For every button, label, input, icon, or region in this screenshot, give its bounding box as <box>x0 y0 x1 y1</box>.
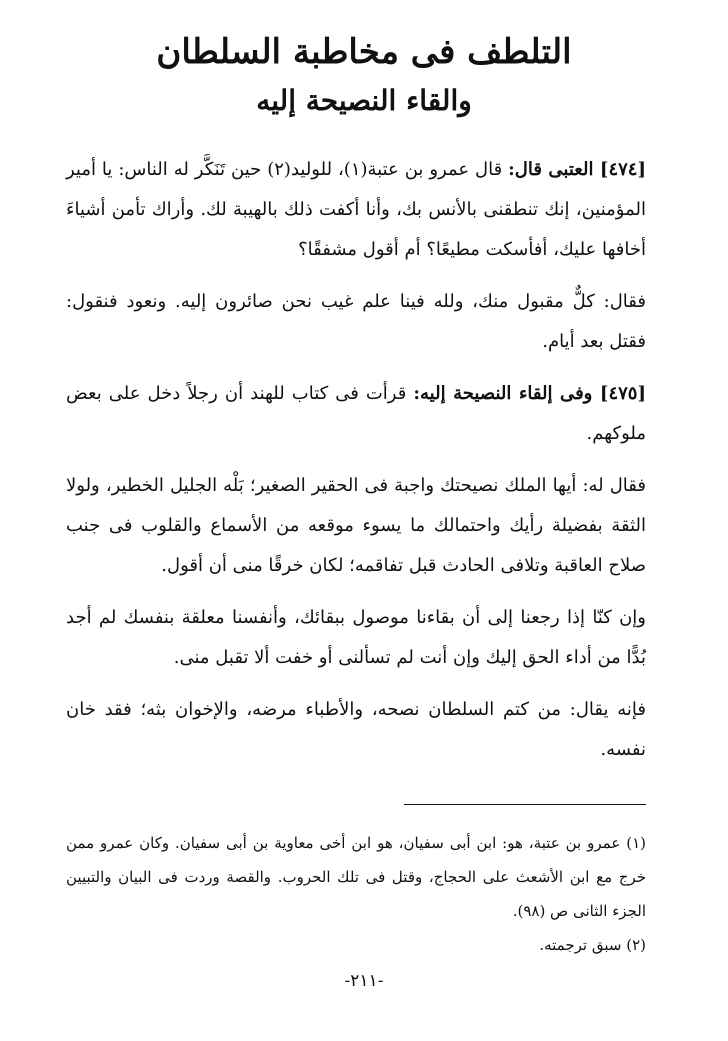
paragraph-lead: [٤٧٥] وفى إلقاء النصيحة إليه: <box>413 383 646 404</box>
footnotes <box>66 826 646 962</box>
page-number: -٢١١- <box>344 971 384 991</box>
paragraph <box>66 690 646 770</box>
paragraph-text: قال عمرو بن عتبة(١)، للوليد(٢) حين تَنَكَّر له الناس: يا أمير المؤمنين، إنك تنطقنى بالأنس بك، وأنا أكفت ذلك بالهيبة لك. وأراك تأمن أشياءَ أخافها عليك، أفأسكت مطيعًا؟ أم أقول مشفقًا؟ <box>66 159 646 260</box>
paragraph <box>66 282 646 362</box>
paragraph <box>66 598 646 678</box>
footnote-divider <box>404 804 646 805</box>
paragraph-text: فإنه يقال: من كتم السلطان نصحه، والأطباء مرضه، والإخوان بثه؛ فقد خان نفسه. <box>66 699 646 760</box>
paragraph <box>66 466 646 586</box>
paragraph-475 <box>66 374 646 454</box>
chapter-title-line-2: والقاء النصيحة إليه <box>256 84 472 117</box>
paragraph-text: وإن كنّا إذا رجعنا إلى أن بقاءنا موصول ببقائك، وأنفسنا معلقة بنفسك لم أجد بُدًّا من أداء الحق إليك وإن أنت لم تسألنى أو خفت ألا تقبل منى. <box>66 607 646 668</box>
footnote-2: (٢) سبق ترجمته. <box>539 936 646 954</box>
paragraph-text: فقال له: أيها الملك نصيحتك واجبة فى الحقير الصغير؛ بَلْه الجليل الخطير، ولولا الثقة بفضيلة رأيك واحتمالك ما يسوء موقعه من الأسماع والقلوب فى جنب صلاح العاقبة وتلافى الحادث قبل تفاقمه؛ لكان خرقًا منى أن أقول. <box>66 475 646 576</box>
paragraph-text: قرأت فى كتاب للهند أن رجلاً دخل على بعض ملوكهم. <box>66 383 646 444</box>
paragraph-text: فقال: كلٌّ مقبول منك، ولله فينا علم غيب نحن صائرون إليه. ونعود فنقول: فقتل بعد أيام. <box>66 291 646 352</box>
paragraph-474 <box>66 150 646 270</box>
paragraph-lead: [٤٧٤] العتبى قال: <box>508 159 646 180</box>
chapter-title-line-1: التلطف فى مخاطبة السلطان <box>156 32 572 72</box>
main-text <box>66 150 646 782</box>
footnote-1: (١) عمرو بن عتبة، هو: ابن أبى سفيان، هو ابن أخى معاوية بن أبى سفيان. وكان عمرو ممن خرج مع ابن الأشعث على الحجاج، وقتل فى تلك الحروب. والقصة وردت فى البيان والتبيين الجزء الثانى ص (٩٨). <box>66 834 646 920</box>
